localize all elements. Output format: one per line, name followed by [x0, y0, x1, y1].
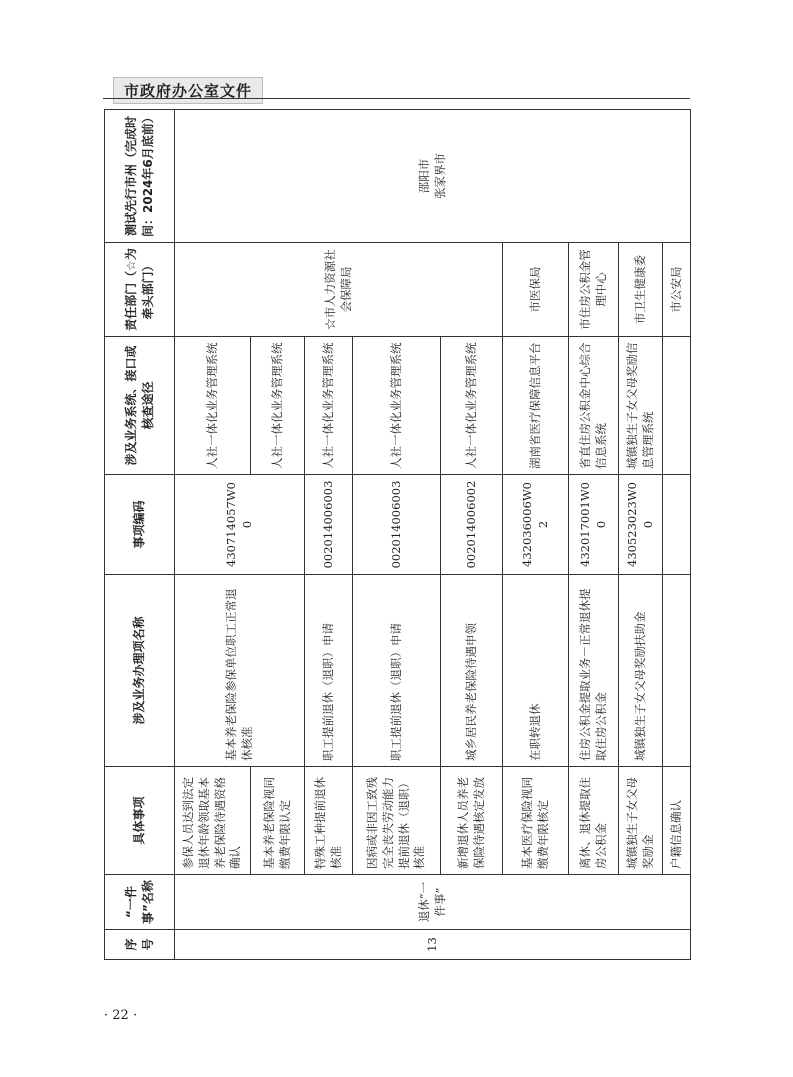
header-business: 涉及业务办理项名称: [105, 575, 175, 767]
business-cell: 城镇独生子女父母奖励扶助金: [619, 575, 663, 767]
system-cell: 省直住房公积金中心综合信息系统: [569, 337, 619, 475]
system-cell: 人社一体化业务管理系统: [353, 337, 441, 475]
business-cell: [663, 575, 691, 767]
table-header-row: [105, 110, 175, 960]
code-cell: 432017001W00: [569, 475, 619, 575]
header-code: 事项编码: [105, 475, 175, 575]
system-cell: 人社一体化业务管理系统: [251, 337, 305, 475]
header-divider: [103, 98, 690, 99]
code-cell: 002014006002: [441, 475, 503, 575]
seq-cell: 13: [175, 930, 691, 960]
code-cell: 432036006W02: [503, 475, 569, 575]
dept-cell: 市公安局: [663, 243, 691, 337]
business-cell: 职工提前退休（退职）申请: [305, 575, 353, 767]
business-cell: 城乡居民养老保险待遇申领: [441, 575, 503, 767]
code-cell: [663, 475, 691, 575]
item-cell: 特殊工种提前退休核准: [305, 767, 353, 875]
header-system: 涉及业务系统、接口或核查途径: [105, 337, 175, 475]
item-cell: 离休、退休提取住房公积金: [569, 767, 619, 875]
business-cell: 基本养老保险参保单位职工正常退休核准: [175, 575, 305, 767]
retirement-matters-table: [104, 109, 691, 960]
pilot-cities-cell: 邵阳市 张家界市: [175, 110, 691, 243]
code-cell: 002014006003: [353, 475, 441, 575]
page-number: · 22 ·: [104, 1008, 138, 1023]
item-cell: 户籍信息确认: [663, 767, 691, 875]
item-cell: 新增退休人员养老保险待遇核定发放: [441, 767, 503, 875]
document-type-label: 市政府办公室文件: [113, 77, 263, 104]
header-item: 具体事项: [105, 767, 175, 875]
item-cell: 因病或非因工致残完全丧失劳动能力提前退休（退职）核准: [353, 767, 441, 875]
header-dept: 责任部门（☆为牵头部门）: [105, 243, 175, 337]
item-cell: 参保人员达到法定退休年龄领取基本养老保险待遇资格确认: [175, 767, 251, 875]
code-cell: 430714057W00: [175, 475, 305, 575]
system-cell: 城镇独生子女父母奖励信息管理系统: [619, 337, 663, 475]
dept-cell: 市住房公积金管理中心: [569, 243, 619, 337]
header-seq: 序号: [105, 930, 175, 960]
item-cell: 基本养老保险视同缴费年限认定: [251, 767, 305, 875]
business-cell: 职工提前退休（退职）申请: [353, 575, 441, 767]
item-cell: 基本医疗保险视同缴费年限核定: [503, 767, 569, 875]
system-cell: 人社一体化业务管理系统: [441, 337, 503, 475]
dept-cell: 市医保局: [503, 243, 569, 337]
table-row: [175, 110, 251, 960]
system-cell: [663, 337, 691, 475]
header-pilot: 测试先行市州（完成时间：2024年6月底前）: [105, 110, 175, 243]
dept-cell: 市卫生健康委: [619, 243, 663, 337]
matter-name-cell: 退休“一件事”: [175, 875, 691, 930]
system-cell: 湖南省医疗保障信息平台: [503, 337, 569, 475]
business-cell: 在职转退休: [503, 575, 569, 767]
item-cell: 城镇独生子女父母奖励金: [619, 767, 663, 875]
header-name: “一件事”名称: [105, 875, 175, 930]
code-cell: 430523023W00: [619, 475, 663, 575]
system-cell: 人社一体化业务管理系统: [175, 337, 251, 475]
rotated-table-container: [104, 110, 690, 960]
dept-cell-hrss: ☆市人力资源社会保障局: [175, 243, 503, 337]
business-cell: 住房公积金提取业务－正常退休提取住房公积金: [569, 575, 619, 767]
system-cell: 人社一体化业务管理系统: [305, 337, 353, 475]
code-cell: 002014006003: [305, 475, 353, 575]
